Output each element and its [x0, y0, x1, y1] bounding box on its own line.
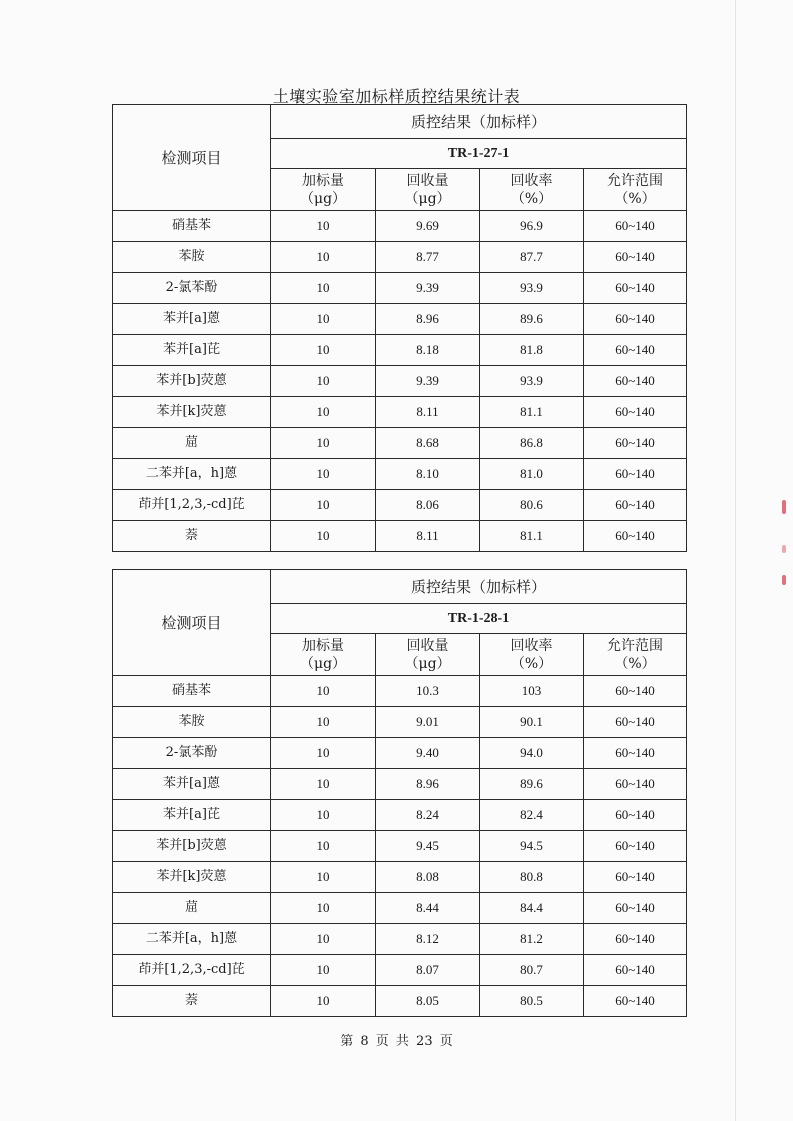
recovery-rate-value: 89.6	[480, 769, 584, 800]
compound-name: 萘	[113, 986, 271, 1017]
allowed-range-value: 60~140	[584, 831, 687, 862]
spike-value: 10	[271, 459, 376, 490]
recovered-value: 8.11	[376, 397, 480, 428]
spike-value: 10	[271, 769, 376, 800]
table-row	[113, 831, 687, 862]
spike-value: 10	[271, 273, 376, 304]
table-row	[113, 304, 687, 335]
allowed-range-value: 60~140	[584, 242, 687, 273]
table-row	[113, 428, 687, 459]
compound-name: 䓛	[113, 893, 271, 924]
allowed-range-value: 60~140	[584, 521, 687, 552]
recovered-value: 8.10	[376, 459, 480, 490]
spike-value: 10	[271, 986, 376, 1017]
compound-name: 2-氯苯酚	[113, 273, 271, 304]
spike-value: 10	[271, 428, 376, 459]
table-row	[113, 242, 687, 273]
spike-value: 10	[271, 707, 376, 738]
table-row	[113, 862, 687, 893]
recovery-rate-value: 81.1	[480, 521, 584, 552]
allowed-range-value: 60~140	[584, 676, 687, 707]
recovered-value: 8.68	[376, 428, 480, 459]
table-row	[113, 769, 687, 800]
compound-name: 硝基苯	[113, 676, 271, 707]
allowed-range-value: 60~140	[584, 273, 687, 304]
spike-value: 10	[271, 676, 376, 707]
allowed-range-value: 60~140	[584, 893, 687, 924]
seal-mark	[782, 545, 786, 553]
spike-value: 10	[271, 397, 376, 428]
page-edge-line	[735, 0, 736, 1121]
allowed-range-value: 60~140	[584, 769, 687, 800]
recovered-value: 8.05	[376, 986, 480, 1017]
recovery-rate-value: 96.9	[480, 211, 584, 242]
compound-name: 苯并[k]荧蒽	[113, 397, 271, 428]
recovered-value: 8.77	[376, 242, 480, 273]
recovered-value: 9.45	[376, 831, 480, 862]
table-row	[113, 490, 687, 521]
compound-name: 苯并[a]蒽	[113, 304, 271, 335]
spike-value: 10	[271, 521, 376, 552]
recovery-rate-value: 103	[480, 676, 584, 707]
recovered-value: 9.40	[376, 738, 480, 769]
recovery-rate-value: 80.7	[480, 955, 584, 986]
compound-name: 茚并[1,2,3,-cd]芘	[113, 490, 271, 521]
recovery-rate-value: 93.9	[480, 366, 584, 397]
table-row	[113, 738, 687, 769]
recovered-value: 8.12	[376, 924, 480, 955]
recovered-value: 9.39	[376, 366, 480, 397]
allowed-range-value: 60~140	[584, 335, 687, 366]
compound-name: 苯并[a]芘	[113, 800, 271, 831]
compound-name: 2-氯苯酚	[113, 738, 271, 769]
compound-name: 萘	[113, 521, 271, 552]
recovered-value: 10.3	[376, 676, 480, 707]
spike-amount-header: 加标量 （μg）	[271, 634, 376, 676]
qc-table-1	[112, 104, 687, 552]
recovery-rate-value: 81.8	[480, 335, 584, 366]
compound-name: 二苯并[a，h]蒽	[113, 459, 271, 490]
spike-value: 10	[271, 924, 376, 955]
spike-value: 10	[271, 831, 376, 862]
recovered-value: 8.08	[376, 862, 480, 893]
allowed-range-value: 60~140	[584, 800, 687, 831]
recovered-value: 8.96	[376, 304, 480, 335]
recovery-rate-value: 94.5	[480, 831, 584, 862]
allowed-range-value: 60~140	[584, 428, 687, 459]
table-row	[113, 211, 687, 242]
recovered-value: 8.96	[376, 769, 480, 800]
recovery-rate-value: 81.0	[480, 459, 584, 490]
allowed-range-value: 60~140	[584, 955, 687, 986]
recovered-value: 9.01	[376, 707, 480, 738]
spike-value: 10	[271, 490, 376, 521]
compound-name: 苯并[b]荧蒽	[113, 366, 271, 397]
spike-value: 10	[271, 955, 376, 986]
sample-id: TR-1-27-1	[271, 139, 687, 169]
table-row	[113, 521, 687, 552]
recovery-rate-value: 94.0	[480, 738, 584, 769]
spike-value: 10	[271, 366, 376, 397]
recovery-rate-value: 82.4	[480, 800, 584, 831]
qc-table-2	[112, 569, 687, 1017]
recovered-value: 8.07	[376, 955, 480, 986]
compound-name: 苯胺	[113, 707, 271, 738]
table-row	[113, 707, 687, 738]
spike-value: 10	[271, 242, 376, 273]
spike-value: 10	[271, 738, 376, 769]
spike-value: 10	[271, 335, 376, 366]
allowed-range-value: 60~140	[584, 490, 687, 521]
recovered-value: 8.18	[376, 335, 480, 366]
page-footer: 第 8 页 共 23 页	[340, 1034, 453, 1049]
table-row	[113, 366, 687, 397]
recovered-value: 8.11	[376, 521, 480, 552]
allowed-range-value: 60~140	[584, 862, 687, 893]
recovery-rate-value: 84.4	[480, 893, 584, 924]
recovered-amount-header: 回收量 （μg）	[376, 634, 480, 676]
recovered-value: 8.44	[376, 893, 480, 924]
spike-amount-header: 加标量 （μg）	[271, 169, 376, 211]
compound-name: 二苯并[a，h]蒽	[113, 924, 271, 955]
recovery-rate-value: 86.8	[480, 428, 584, 459]
recovery-rate-value: 90.1	[480, 707, 584, 738]
allowed-range-value: 60~140	[584, 459, 687, 490]
compound-name: 䓛	[113, 428, 271, 459]
group-header: 质控结果（加标样）	[271, 570, 687, 604]
recovery-rate-value: 81.2	[480, 924, 584, 955]
recovery-rate-value: 80.8	[480, 862, 584, 893]
recovered-value: 8.24	[376, 800, 480, 831]
recovery-rate-value: 87.7	[480, 242, 584, 273]
table-row	[113, 397, 687, 428]
recovered-value: 9.39	[376, 273, 480, 304]
allowed-range-header: 允许范围 （%）	[584, 634, 687, 676]
spike-value: 10	[271, 893, 376, 924]
seal-mark	[782, 575, 786, 585]
compound-name: 苯胺	[113, 242, 271, 273]
recovered-amount-header: 回收量 （μg）	[376, 169, 480, 211]
spike-value: 10	[271, 862, 376, 893]
compound-name: 苯并[k]荧蒽	[113, 862, 271, 893]
spike-value: 10	[271, 304, 376, 335]
recovered-value: 8.06	[376, 490, 480, 521]
compound-name: 苯并[a]蒽	[113, 769, 271, 800]
allowed-range-value: 60~140	[584, 707, 687, 738]
table-row	[113, 273, 687, 304]
allowed-range-value: 60~140	[584, 924, 687, 955]
spike-value: 10	[271, 211, 376, 242]
table-row	[113, 335, 687, 366]
recovery-rate-value: 93.9	[480, 273, 584, 304]
recovery-rate-header: 回收率 （%）	[480, 634, 584, 676]
recovery-rate-value: 89.6	[480, 304, 584, 335]
spike-value: 10	[271, 800, 376, 831]
table-row	[113, 459, 687, 490]
compound-name: 硝基苯	[113, 211, 271, 242]
allowed-range-value: 60~140	[584, 738, 687, 769]
compound-name: 茚并[1,2,3,-cd]芘	[113, 955, 271, 986]
table-row	[113, 893, 687, 924]
allowed-range-value: 60~140	[584, 211, 687, 242]
allowed-range-value: 60~140	[584, 366, 687, 397]
allowed-range-value: 60~140	[584, 304, 687, 335]
table-row	[113, 986, 687, 1017]
allowed-range-header: 允许范围 （%）	[584, 169, 687, 211]
compound-name: 苯并[b]荧蒽	[113, 831, 271, 862]
recovery-rate-value: 80.5	[480, 986, 584, 1017]
table-row	[113, 800, 687, 831]
allowed-range-value: 60~140	[584, 397, 687, 428]
recovery-rate-value: 80.6	[480, 490, 584, 521]
recovered-value: 9.69	[376, 211, 480, 242]
recovery-rate-value: 81.1	[480, 397, 584, 428]
table-row	[113, 924, 687, 955]
recovery-rate-header: 回收率 （%）	[480, 169, 584, 211]
allowed-range-value: 60~140	[584, 986, 687, 1017]
document-title: 土壤实验室加标样质控结果统计表	[272, 87, 521, 106]
item-header: 检测项目	[113, 570, 271, 676]
sample-id: TR-1-28-1	[271, 604, 687, 634]
table-row	[113, 955, 687, 986]
item-header: 检测项目	[113, 105, 271, 211]
seal-mark	[782, 500, 786, 514]
group-header: 质控结果（加标样）	[271, 105, 687, 139]
compound-name: 苯并[a]芘	[113, 335, 271, 366]
table-row	[113, 676, 687, 707]
